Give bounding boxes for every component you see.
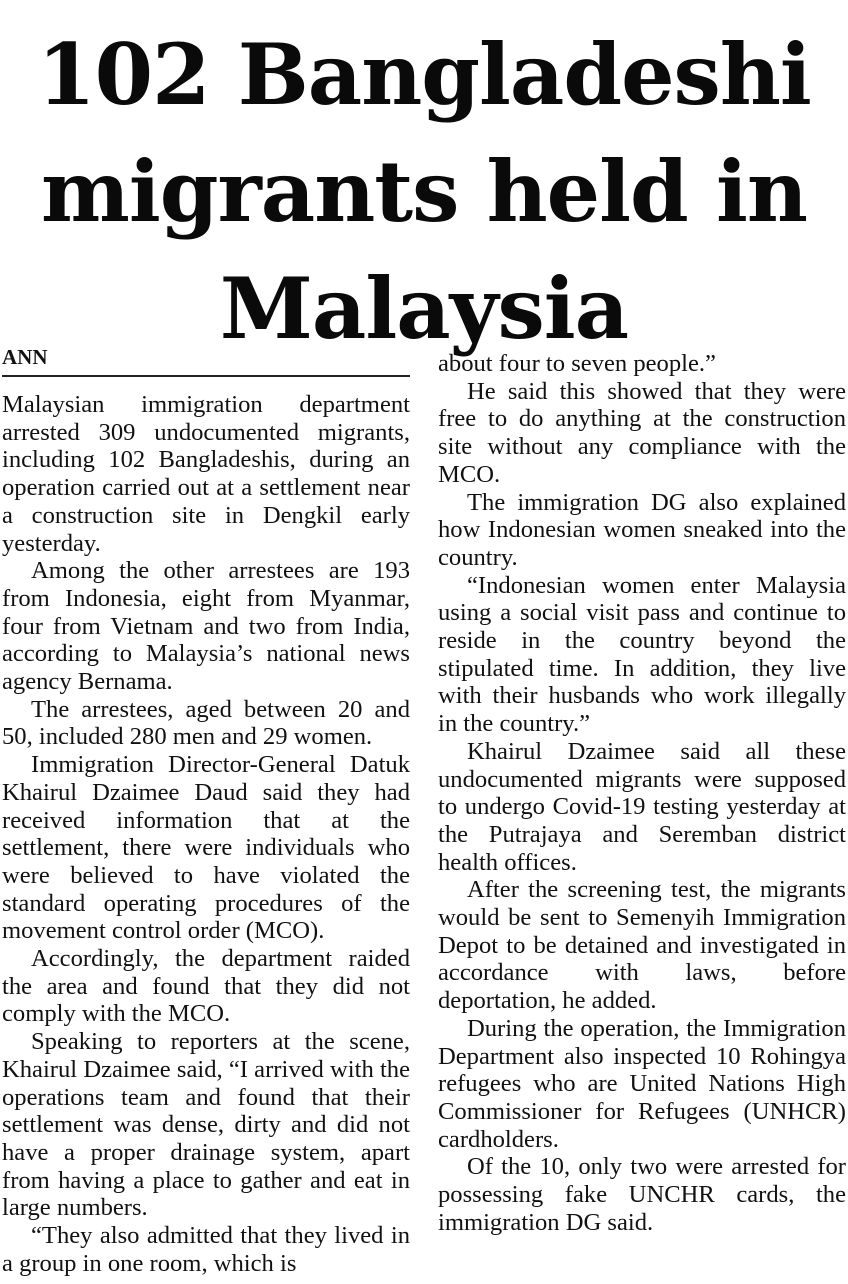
paragraph: Malaysian immigration department arrested 309 undocumented migrants, including 102 Bangladeshis, during an operation carried out at a settlement near a construction site in Dengkil early yesterday. bbox=[2, 391, 410, 557]
byline: ANN bbox=[2, 345, 48, 369]
paragraph: The immigration DG also explained how Indonesian women sneaked into the country. bbox=[438, 488, 846, 571]
paragraph: “They also admitted that they lived in a group in one room, which is bbox=[2, 1222, 410, 1277]
paragraph: Speaking to reporters at the scene, Khairul Dzaimee said, “I arrived with the operations team and found that their settlement was dense, dirty and did not have a proper drainage system, apart from having a place to gather and eat in large numbers. bbox=[2, 1028, 410, 1222]
byline-divider bbox=[2, 375, 410, 377]
paragraph: The arrestees, aged between 20 and 50, included 280 men and 29 women. bbox=[2, 695, 410, 751]
left-column bbox=[2, 391, 410, 1278]
paragraph: Immigration Director-General Datuk Khairul Dzaimee Daud said they had received information that at the settlement, there were individuals who were believed to have violated the standard operating procedures of the movement control order (MCO). bbox=[2, 751, 410, 945]
paragraph: Among the other arrestees are 193 from Indonesia, eight from Myanmar, four from Vietnam and two from India, according to Malaysia’s national news agency Bernama. bbox=[2, 557, 410, 696]
paragraph: After the screening test, the migrants would be sent to Semenyih Immigration Depot to be detained and investigated in accordance with laws, before deportation, he added. bbox=[438, 876, 846, 1015]
paragraph: Accordingly, the department raided the area and found that they did not comply with the MCO. bbox=[2, 945, 410, 1028]
paragraph: about four to seven people.” bbox=[438, 350, 716, 377]
paragraph: He said this showed that they were free to do anything at the construction site without any compliance with the MCO. bbox=[438, 377, 846, 488]
right-column bbox=[438, 350, 846, 1237]
paragraph: Of the 10, only two were arrested for possessing fake UNCHR cards, the immigration DG said. bbox=[438, 1153, 846, 1236]
headline: 102 Bangladeshi migrants held in Malaysia bbox=[37, 25, 811, 358]
paragraph: “Indonesian women enter Malaysia using a social visit pass and continue to reside in the country beyond the stipulated time. In addition, they live with their husbands who work illegally in the country.” bbox=[438, 571, 846, 738]
paragraph: During the operation, the Immigration Department also inspected 10 Rohingya refugees who are United Nations High Commissioner for Refugees (UNHCR) cardholders. bbox=[438, 1014, 846, 1153]
paragraph: Khairul Dzaimee said all these undocumented migrants were supposed to undergo Covid-19 testing yesterday at the Putrajaya and Seremban district health offices. bbox=[438, 737, 846, 876]
